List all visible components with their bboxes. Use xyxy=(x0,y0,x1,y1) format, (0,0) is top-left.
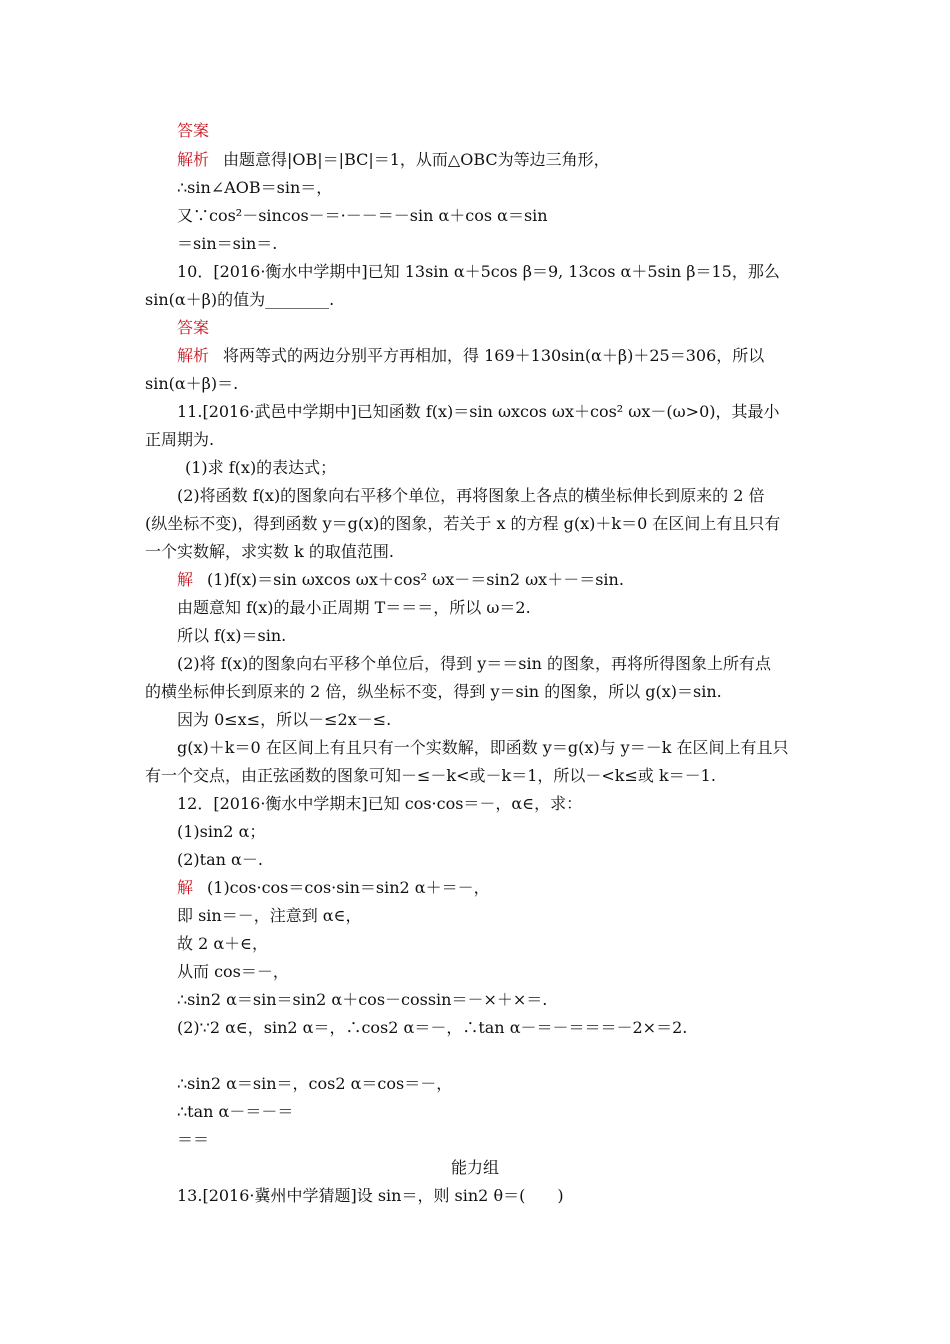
analysis-line-9a xyxy=(177,149,810,171)
solution-12-line-6 xyxy=(177,1017,810,1039)
solution-12-line-7 xyxy=(177,1073,810,1095)
text-line: 13.[2016·冀州中学猜题]设 sin＝，则 sin2 θ＝( ) xyxy=(177,1186,564,1205)
text-line: 故 2 α＋∈， xyxy=(177,934,269,953)
text-line: 由题意得|OB|＝|BC|＝1，从而△OBC为等边三角形， xyxy=(223,150,610,169)
solution-12-line-8 xyxy=(177,1101,810,1123)
solution-11-line-4 xyxy=(177,653,810,675)
label-solution: 解 xyxy=(177,570,194,589)
text-line: ＝sin＝sin＝. xyxy=(177,234,278,253)
text-line: g(x)＋k＝0 在区间上有且只有一个实数解，即函数 y＝g(x)与 y＝－k 在区间上有且只 xyxy=(177,738,789,757)
question-12-part-2 xyxy=(177,849,810,871)
analysis-line-10a xyxy=(177,345,810,367)
label-analysis: 解析 xyxy=(177,346,210,365)
analysis-line-10b xyxy=(145,373,810,395)
text-line: 一个实数解，求实数 k 的取值范围. xyxy=(145,542,394,561)
solution-12-line-3 xyxy=(177,933,810,955)
question-13-line-1 xyxy=(177,1185,810,1207)
question-12-line-1 xyxy=(177,793,810,815)
answer-label-10 xyxy=(177,317,810,339)
solution-11-line-5 xyxy=(145,681,810,703)
solution-11-line-6 xyxy=(177,709,810,731)
solution-12-line-5 xyxy=(177,989,810,1011)
text-line: 又∵cos²－sincos－＝·－－＝－sin α＋cos α＝sin xyxy=(177,206,548,225)
analysis-line-9c xyxy=(177,205,810,227)
solution-12-line-4 xyxy=(177,961,810,983)
label-solution: 解 xyxy=(177,878,194,897)
text-line: (2)∵2 α∈，sin2 α＝，∴cos2 α＝－，∴tan α－＝－＝＝＝－2×＝2. xyxy=(177,1018,688,1037)
text-line: 12．[2016·衡水中学期末]已知 cos·cos＝－，α∈，求： xyxy=(177,794,583,813)
text-line: ∴tan α－＝－＝ xyxy=(177,1102,294,1121)
text-line: (2)将 f(x)的图象向右平移个单位后，得到 y＝＝sin 的图象，再将所得图象上所有点 xyxy=(177,654,772,673)
text-line: ＝＝ xyxy=(177,1130,210,1149)
text-line: 将两等式的两边分别平方再相加，得 169＋130sin(α＋β)＋25＝306，所以 xyxy=(223,346,765,365)
text-line: (1)f(x)＝sin ωxcos ωx＋cos² ωx－＝sin2 ωx＋－＝sin. xyxy=(207,570,624,589)
text-line: (纵坐标不变)，得到函数 y＝g(x)的图象，若关于 x 的方程 g(x)＋k＝0 在区间上有且只有 xyxy=(145,514,781,533)
text-line: 的横坐标伸长到原来的 2 倍，纵坐标不变，得到 y＝sin 的图象，所以 g(x)＝sin. xyxy=(145,682,722,701)
solution-11-line-7 xyxy=(177,737,810,759)
solution-11-line-8 xyxy=(145,765,810,787)
analysis-line-9d xyxy=(177,233,810,255)
solution-11-line-3 xyxy=(177,625,810,647)
text-line: 10．[2016·衡水中学期中]已知 13sin α＋5cos β＝9, 13cos α＋5sin β＝15，那么 xyxy=(177,262,780,281)
text-line: sin(α＋β)的值为________. xyxy=(145,290,335,309)
label-analysis: 解析 xyxy=(177,150,210,169)
solution-12-line-2 xyxy=(177,905,810,927)
text-line: 正周期为. xyxy=(145,430,215,449)
text-line: (1)cos·cos＝cos·sin＝sin2 α＋＝－， xyxy=(207,878,490,897)
text-line: (1)求 f(x)的表达式； xyxy=(185,458,337,477)
text-line: 11.[2016·武邑中学期中]已知函数 f(x)＝sin ωxcos ωx＋cos² ωx－(ω>0)，其最小 xyxy=(177,402,780,421)
text-line: 有一个交点，由正弦函数的图象可知－≤－k<或－k＝1，所以－<k≤或 k＝－1. xyxy=(145,766,716,785)
question-11-line-2 xyxy=(145,429,810,451)
question-10-line-2 xyxy=(145,289,810,311)
question-11-line-1 xyxy=(177,401,810,423)
text-line: (2)将函数 f(x)的图象向右平移个单位，再将图象上各点的横坐标伸长到原来的 2 倍 xyxy=(177,486,765,505)
solution-12-line-1 xyxy=(177,877,810,899)
text-line: ∴sin∠AOB＝sin＝， xyxy=(177,178,333,197)
text-line: (2)tan α－. xyxy=(177,850,263,869)
question-10-line-1 xyxy=(177,261,810,283)
text-line: ∴sin2 α＝sin＝，cos2 α＝cos＝－， xyxy=(177,1074,453,1093)
question-11-part-2c xyxy=(145,541,810,563)
solution-11-line-2 xyxy=(177,597,810,619)
question-11-part-1 xyxy=(185,457,818,479)
solution-11-line-1 xyxy=(177,569,810,591)
answer-label-9 xyxy=(177,120,810,142)
question-12-part-1 xyxy=(177,821,810,843)
text-line: 由题意知 f(x)的最小正周期 T＝＝＝，所以 ω＝2. xyxy=(177,598,531,617)
text-line: 所以 f(x)＝sin. xyxy=(177,626,287,645)
section-heading xyxy=(0,1157,950,1179)
text-line: (1)sin2 α； xyxy=(177,822,266,841)
text-line: 因为 0≤x≤，所以－≤2x－≤. xyxy=(177,710,392,729)
text-line: ∴sin2 α＝sin＝sin2 α＋cos－cossin＝－×＋×＝. xyxy=(177,990,548,1009)
label-answer: 答案 xyxy=(177,318,210,337)
text-line: 从而 cos＝－， xyxy=(177,962,289,981)
section-title: 能力组 xyxy=(450,1158,499,1177)
label-answer: 答案 xyxy=(177,121,210,140)
text-line: 即 sin＝－，注意到 α∈， xyxy=(177,906,362,925)
question-11-part-2a xyxy=(177,485,810,507)
solution-12-line-9 xyxy=(177,1129,810,1151)
analysis-line-9b xyxy=(177,177,810,199)
question-11-part-2b xyxy=(145,513,810,535)
text-line: sin(α＋β)＝. xyxy=(145,374,239,393)
